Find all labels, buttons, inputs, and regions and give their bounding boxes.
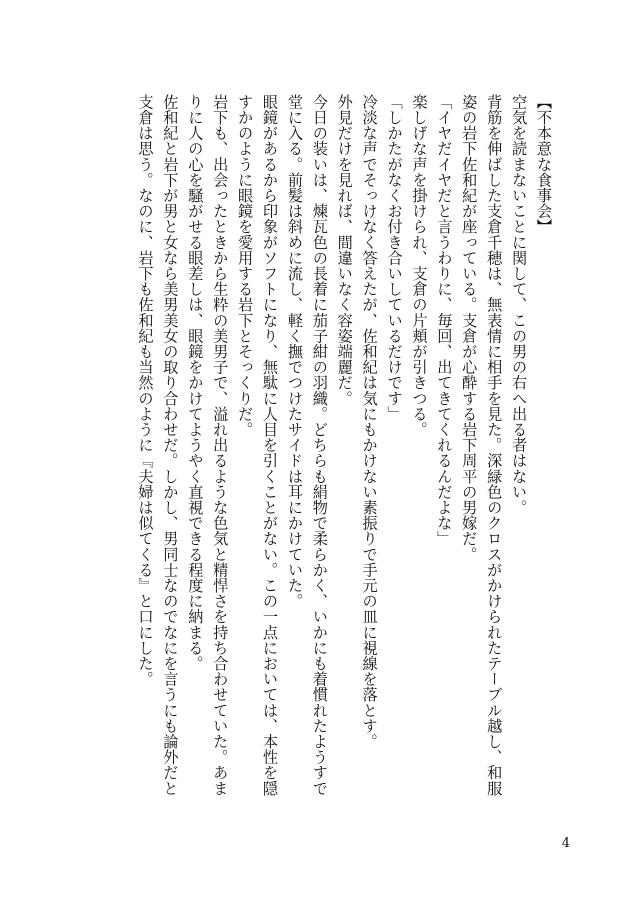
text-line-3: 姿の岩下佐和紀が座っている。支倉が心酔する岩下周平の男嫁だ。 [460, 94, 479, 562]
page-number: 4 [561, 836, 570, 851]
text-line-15: 佐和紀と岩下が男と女なら美男美女の取り合わせだ。しかし、男同士なのでなにを言うにも論外だと [161, 94, 180, 796]
text-line-6: 「しかたがなくお付き合いしているだけです」 [385, 94, 404, 422]
text-line-9: 今日の装いは、煉瓦色の長着に茄子紺の羽織。どちらも絹物で柔らかく、いかにも着慣れたようすで [310, 94, 329, 796]
text-line-10: 堂に入る。前髪は斜めに流し、軽く撫でつけたサイドは耳にかけていた。 [285, 94, 304, 609]
text-line-4: 「イヤだイヤだと言うわりに、毎回、出てきてくれるんだよな」 [435, 94, 454, 547]
text-line-7: 冷淡な声でそっけなく答えたが、佐和紀は気にもかけない素振りで手元の皿に視線を落とす。 [360, 94, 379, 750]
vertical-text-block [80, 94, 556, 814]
text-line-12: すかのように眼鏡を愛用する岩下とそっくりだ。 [236, 94, 255, 438]
text-line-5: 楽しげな声を掛けられ、支倉の片頬が引きつる。 [410, 94, 429, 438]
text-line-16: 支倉は思う。なのに、岩下も佐和紀も当然のように『夫婦は似てくる』と口にした。 [136, 94, 155, 687]
text-line-2: 背筋を伸ばした支倉千穂は、無表情に相手を見た。深緑色のクロスがかけられたテーブル越し、和服 [485, 94, 504, 796]
text-line-1: 空気を読まないことに関して、この男の右へ出る者はない。 [510, 94, 529, 516]
text-line-11: 眼鏡があるから印象がソフトになり、無駄に人目を引くことがない。この一点においては、本性を隠 [261, 94, 280, 796]
text-line-14: りに人の心を騒がせる眼差しは、眼鏡をかけてようやく直視できる程度に納まる。 [186, 94, 205, 672]
text-line-8: 外見だけを見れば、間違いなく容姿端麗だ。 [335, 94, 354, 406]
text-line-13: 岩下も、出会ったときから生粋の美男子で、溢れ出るような色気と精悍さを持ち合わせていた。あま [211, 94, 230, 796]
chapter-title: 【不本意な食事会】 [535, 94, 553, 235]
